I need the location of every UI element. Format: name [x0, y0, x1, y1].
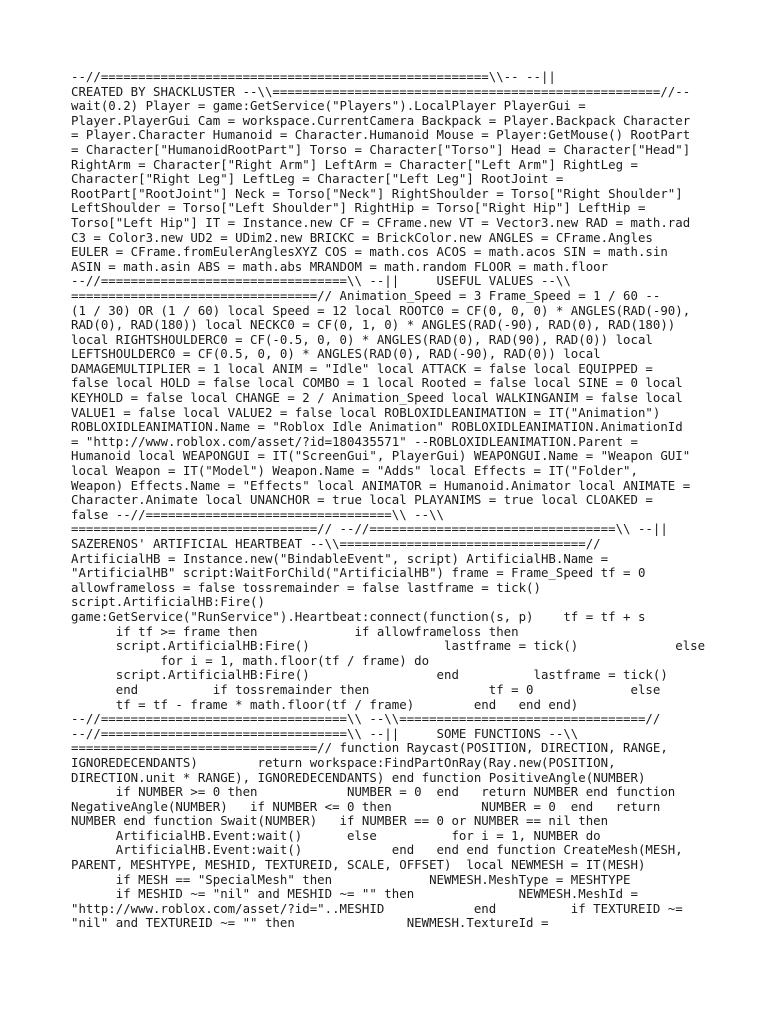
- code-line: if MESHID ~= "nil" and MESHID ~= "" then NEWMESH.MeshId =: [71, 886, 638, 902]
- code-line: VALUE1 = false local VALUE2 = false local ROBLOXIDLEANIMATION = IT("Animation"): [71, 404, 661, 420]
- code-line: --//=================================\\ --|| USEFUL VALUES --\\: [71, 273, 571, 289]
- code-line: LEFTSHOULDERC0 = CF(0.5, 0, 0) * ANGLES(RAD(0), RAD(-90), RAD(0)) local: [71, 346, 601, 362]
- code-line: script.ArtificialHB:Fire() lastframe = tick() else: [71, 638, 706, 654]
- code-line: game:GetService("RunService").Heartbeat:connect(function(s, p) tf = tf + s: [71, 608, 646, 624]
- code-line: C3 = Color3.new UD2 = UDim2.new BRICKC = BrickColor.new ANGLES = CFrame.Angles: [71, 229, 653, 245]
- code-line: script.ArtificialHB:Fire() end lastframe = tick(): [71, 667, 668, 683]
- code-line: KEYHOLD = false local CHANGE = 2 / Animation_Speed local WALKINGANIM = false local: [71, 390, 683, 406]
- code-line: --//====================================================\\-- --||: [71, 70, 556, 84]
- code-line: false --//=================================\\ --\\: [71, 506, 444, 522]
- code-line: DIRECTION.unit * RANGE), IGNOREDECENDANTS) end function PositiveAngle(NUMBER): [71, 769, 646, 785]
- code-line: DAMAGEMULTIPLIER = 1 local ANIM = "Idle" local ATTACK = false local EQUIPPED =: [71, 360, 653, 376]
- code-line: ASIN = math.asin ABS = math.abs MRANDOM = math.random FLOOR = math.floor: [71, 258, 609, 274]
- code-line: Weapon) Effects.Name = "Effects" local ANIMATOR = Humanoid.Animator local ANIMATE =: [71, 477, 691, 493]
- code-line: Humanoid local WEAPONGUI = IT("ScreenGui", PlayerGui) WEAPONGUI.Name = "Weapon GUI": [71, 448, 691, 464]
- code-line: =================================// --//=================================\\ --||: [71, 521, 668, 537]
- code-line: --//=================================\\ --\\=================================//: [71, 711, 661, 727]
- code-line: ROBLOXIDLEANIMATION.Name = "Roblox Idle Animation" ROBLOXIDLEANIMATION.AnimationId: [71, 419, 683, 435]
- code-line: Torso["Left Hip"] IT = Instance.new CF = CFrame.new VT = Vector3.new RAD = math.rad: [71, 214, 691, 230]
- code-line: NUMBER end function Swait(NUMBER) if NUMBER == 0 or NUMBER == nil then: [71, 813, 609, 829]
- code-line: EULER = CFrame.fromEulerAnglesXYZ COS = math.cos ACOS = math.acos SIN = math.sin: [71, 244, 668, 260]
- code-line: PARENT, MESHTYPE, MESHID, TEXTUREID, SCALE, OFFSET) local NEWMESH = IT(MESH): [71, 857, 646, 873]
- code-line: wait(0.2) Player = game:GetService("Players").LocalPlayer PlayerGui =: [71, 98, 586, 114]
- code-line: SAZERENOS' ARTIFICIAL HEARTBEAT --\\=================================//: [71, 536, 601, 551]
- code-line: = Character["HumanoidRootPart"] Torso = Character["Torso"] Head = Character["Head"]: [71, 141, 691, 157]
- code-line: local RIGHTSHOULDERC0 = CF(-0.5, 0, 0) * ANGLES(RAD(0), RAD(90), RAD(0)) local: [71, 331, 653, 347]
- code-line: LeftShoulder = Torso["Left Shoulder"] RightHip = Torso["Right Hip"] LeftHip =: [71, 200, 646, 216]
- code-line: RightArm = Character["Right Arm"] LeftArm = Character["Left Arm"] RightLeg =: [71, 156, 638, 172]
- code-line: "http://www.roblox.com/asset/?id="..MESHID end if TEXTUREID ~=: [71, 900, 683, 916]
- code-line: "ArtificialHB" script:WaitForChild("ArtificialHB") frame = Frame_Speed tf = 0: [71, 565, 646, 581]
- code-line: = "http://www.roblox.com/asset/?id=180435571" --ROBLOXIDLEANIMATION.Parent =: [71, 433, 638, 449]
- code-line: RAD(0), RAD(180)) local NECKC0 = CF(0, 1, 0) * ANGLES(RAD(-90), RAD(0), RAD(180)): [71, 317, 676, 333]
- code-line: if NUMBER >= 0 then NUMBER = 0 end return NUMBER end function: [71, 784, 676, 800]
- code-line: =================================// Animation_Speed = 3 Frame_Speed = 1 / 60 --: [71, 287, 661, 303]
- code-line: IGNOREDECENDANTS) return workspace:FindPartOnRay(Ray.new(POSITION,: [71, 754, 616, 770]
- code-line: ArtificialHB.Event:wait() else for i = 1, NUMBER do: [71, 827, 601, 843]
- code-line: if MESH == "SpecialMesh" then NEWMESH.MeshType = MESHTYPE: [71, 871, 631, 887]
- code-line: Character["Right Leg"] LeftLeg = Character["Left Leg"] RootJoint =: [71, 171, 564, 187]
- code-line: = Player.Character Humanoid = Character.Humanoid Mouse = Player:GetMouse() RootPart: [71, 127, 691, 143]
- code-line: "nil" and TEXTUREID ~= "" then NEWMESH.TextureId =: [71, 915, 549, 931]
- code-line: =================================// function Raycast(POSITION, DIRECTION, RANGE,: [71, 740, 668, 756]
- code-line: allowframeloss = false tossremainder = false lastframe = tick(): [71, 579, 541, 595]
- code-line: ArtificialHB.Event:wait() end end end function CreateMesh(MESH,: [71, 842, 683, 858]
- code-line: if tf >= frame then if allowframeloss then: [71, 623, 519, 639]
- code-line: NegativeAngle(NUMBER) if NUMBER <= 0 then NUMBER = 0 end return: [71, 798, 661, 814]
- code-line: RootPart["RootJoint"] Neck = Torso["Neck"] RightShoulder = Torso["Right Shoulder"]: [71, 185, 683, 201]
- code-line: script.ArtificialHB:Fire(): [71, 594, 265, 610]
- code-line: ArtificialHB = Instance.new("BindableEvent", script) ArtificialHB.Name =: [71, 550, 609, 566]
- code-line: false local HOLD = false local COMBO = 1 local Rooted = false local SINE = 0 local: [71, 375, 683, 391]
- code-line: Player.PlayerGui Cam = workspace.CurrentCamera Backpack = Player.Backpack Character: [71, 112, 691, 128]
- code-line: --//=================================\\ --|| SOME FUNCTIONS --\\: [71, 725, 579, 741]
- code-line: for i = 1, math.floor(tf / frame) do: [71, 652, 430, 668]
- code-line: CREATED BY SHACKLUSTER --\\====================================================//--: [71, 83, 691, 99]
- code-line: tf = tf - frame * math.floor(tf / frame) end end end): [71, 696, 579, 712]
- code-line: (1 / 30) OR (1 / 60) local Speed = 12 local ROOTC0 = CF(0, 0, 0) * ANGLES(RAD(-90),: [71, 302, 691, 318]
- code-line: end if tossremainder then tf = 0 else: [71, 681, 661, 697]
- code-line: Character.Animate local UNANCHOR = true local PLAYANIMS = true local CLOAKED =: [71, 492, 653, 508]
- code-line: local Weapon = IT("Model") Weapon.Name = "Adds" local Effects = IT("Folder",: [71, 463, 638, 479]
- code-listing: [71, 70, 711, 931]
